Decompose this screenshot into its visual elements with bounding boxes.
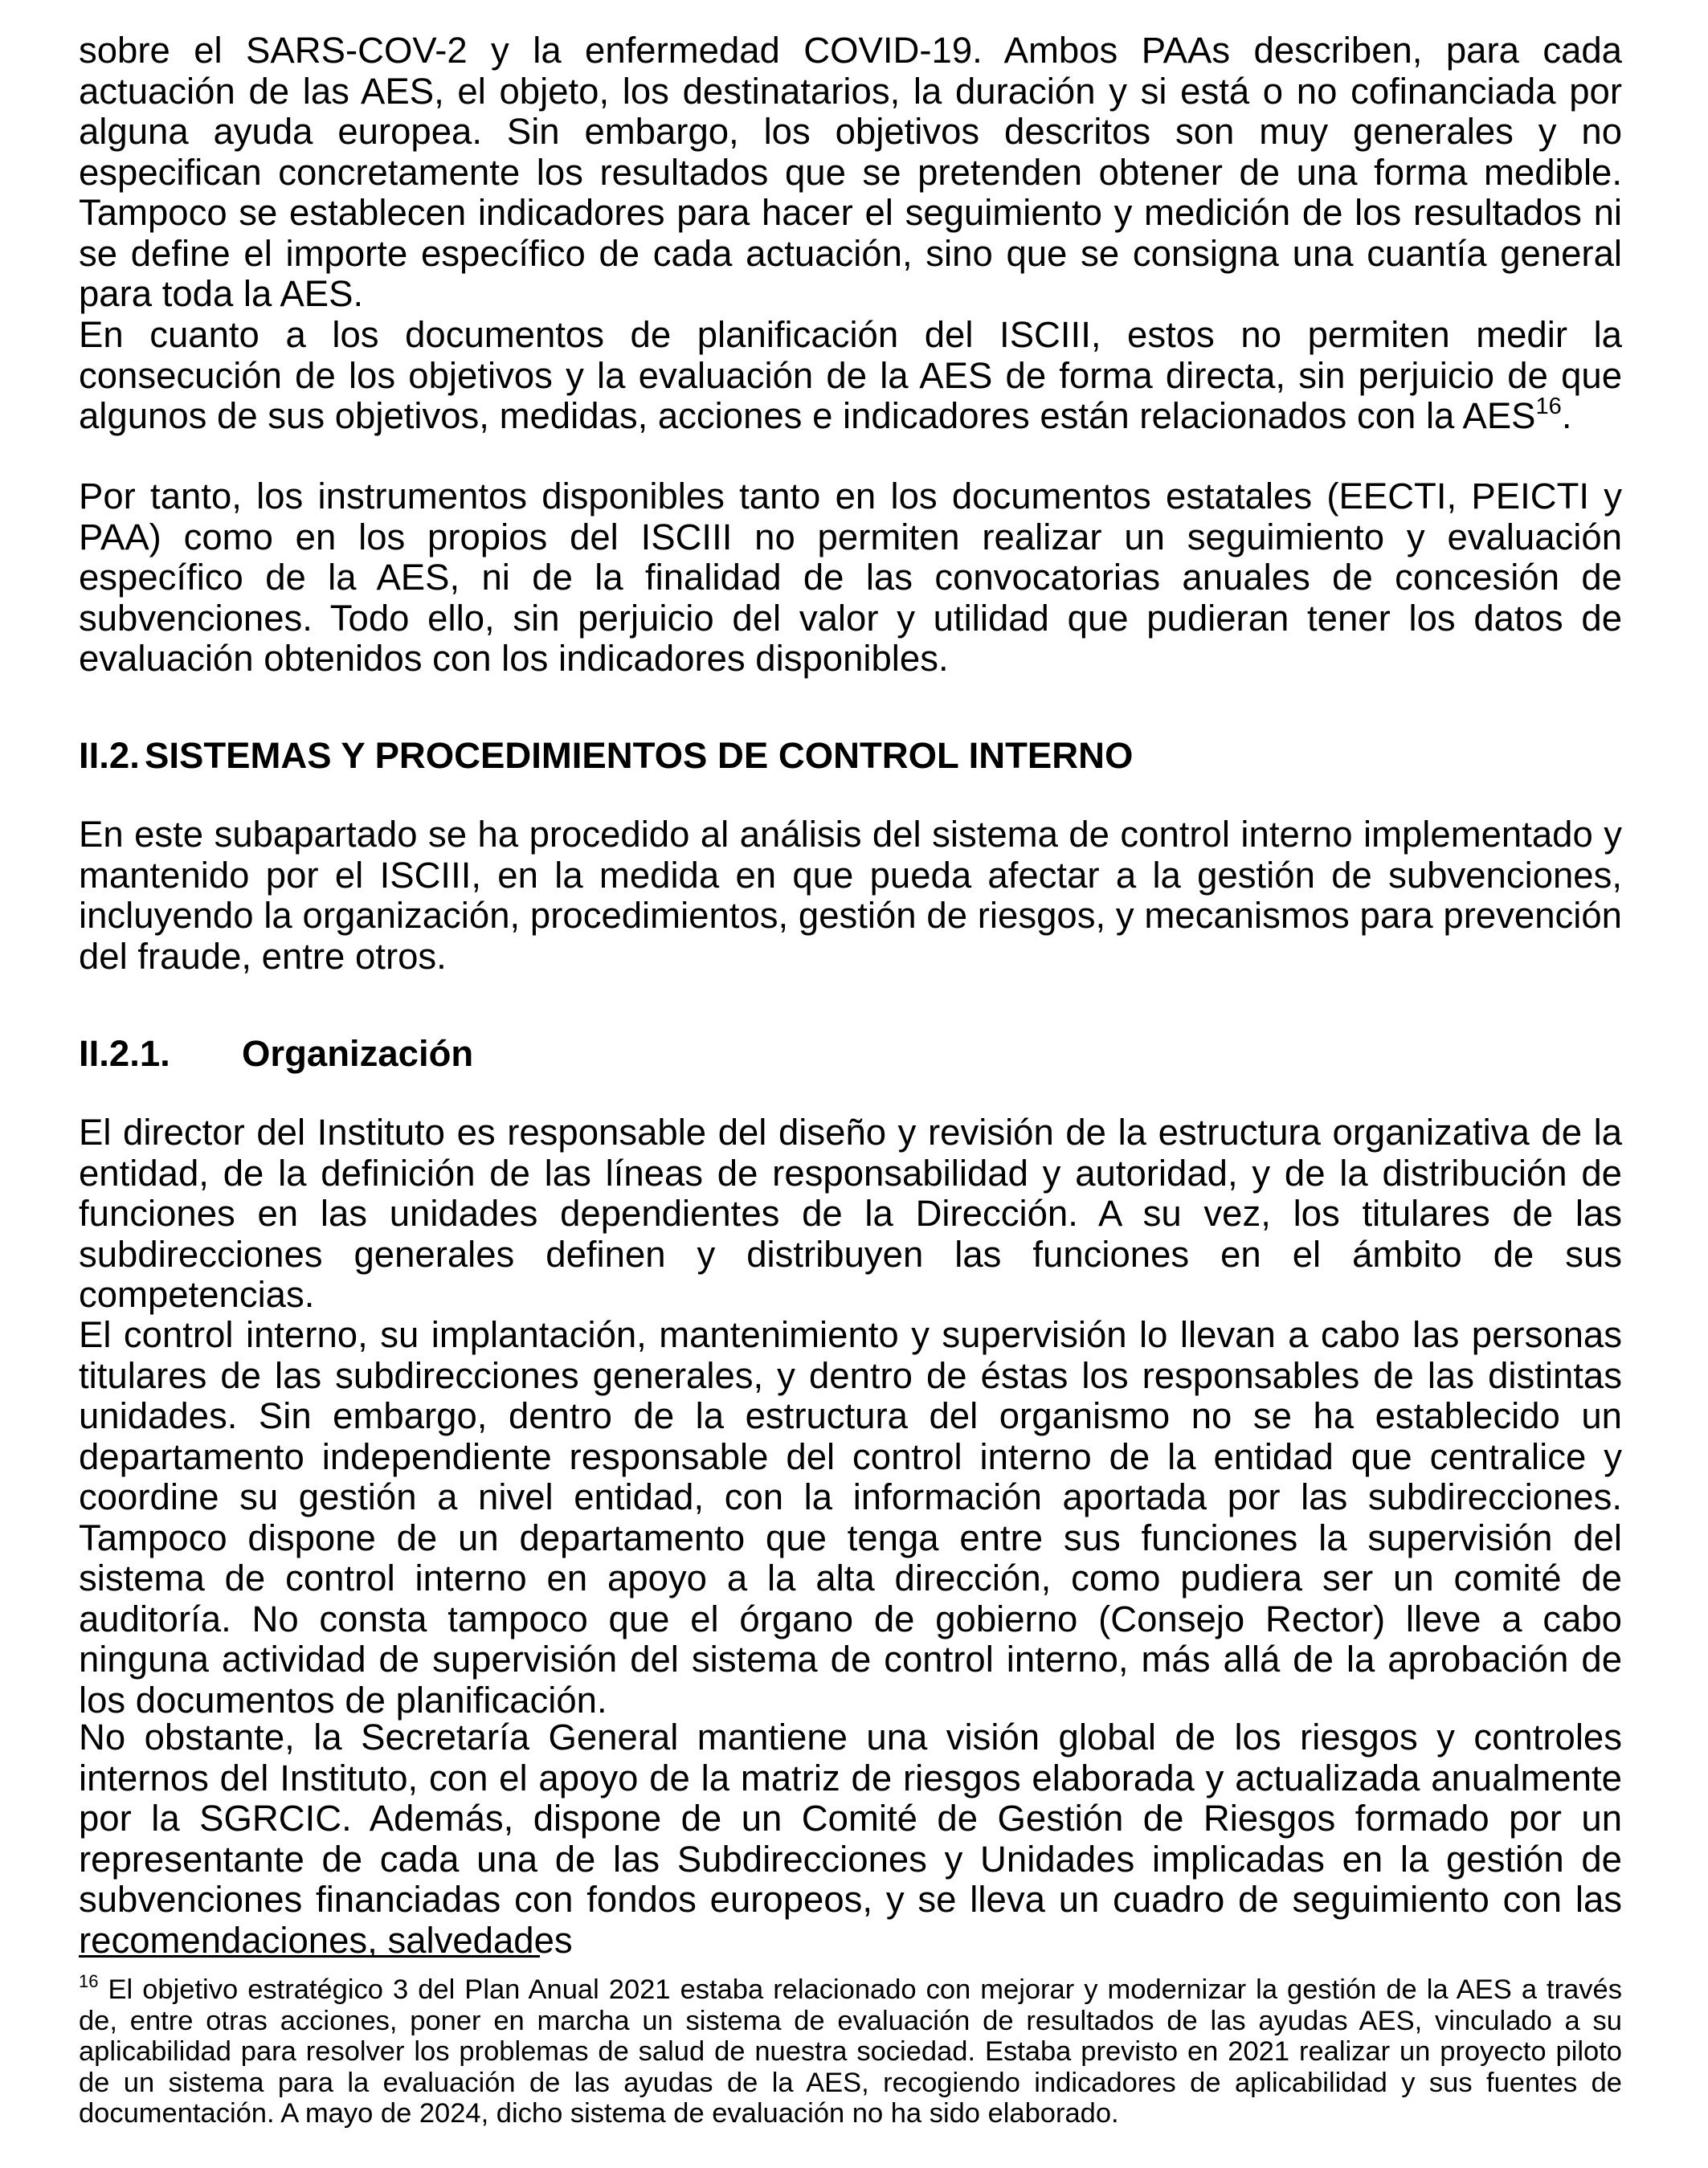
section-number: II.2. xyxy=(79,735,140,776)
paragraph-text: No obstante, la Secretaría General mantiene una visión global de los riesgos y controles internos del Instituto, con el apoyo de la matriz de riesgos elaborada y actualizada anualmente por la SGRCIC. Además, dispone de un Comité de Gestión de Riesgos formado por un representante de cada una de las Subdirecciones y Unidades implicadas en la gestión de subvenciones financiadas con fondos europeos, y se lleva un cuadro de seguimiento con las recomendaciones, salvedades xyxy=(79,1717,1622,1961)
paragraph-text: El control interno, su implantación, mantenimiento y supervisión lo llevan a cabo las personas titulares de las subdirecciones generales, y dentro de éstas los responsables de las distintas unidades. Sin embargo, dentro de la estructura del organismo no se ha establecido un departamento independiente responsable del control interno de la entidad que centralice y coordine su gestión a nivel entidad, con la información aportada por las subdirecciones. Tampoco dispone de un departamento que tenga entre sus funciones la supervisión del sistema de control interno en apoyo a la alta dirección, como pudiera ser un comité de auditoría. No consta tampoco que el órgano de gobierno (Consejo Rector) lleve a cabo ninguna actividad de supervisión del sistema de control interno, más allá de la aprobación de los documentos de planificación. xyxy=(79,1314,1622,1721)
paragraph-text: El director del Instituto es responsable del diseño y revisión de la estructura organizativa de la entidad, de la definición de las líneas de responsabilidad y autoridad, y de la distribución de funciones en las unidades dependientes de la Dirección. A su vez, los titulares de las subdirecciones generales definen y distribuyen las funciones en el ámbito de sus competencias. xyxy=(79,1112,1622,1315)
footnote-separator xyxy=(79,1955,540,1958)
footnote-reference[interactable]: 16 xyxy=(1535,393,1562,419)
section-title: SISTEMAS Y PROCEDIMIENTOS DE CONTROL INTERNO xyxy=(145,735,1134,776)
paragraph-section-intro xyxy=(79,815,1622,977)
paragraph-text: En cuanto a los documentos de planificación del ISCIII, estos no permiten medir la consecución de los objetivos y la evaluación de la AES de forma directa, sin perjuicio de que algunos de sus objetivos, medidas, acciones e indicadores están relacionados con la AES xyxy=(79,314,1622,436)
subsection-heading xyxy=(79,1033,474,1075)
footnote-16 xyxy=(79,1970,1622,2129)
section-heading xyxy=(79,735,1134,777)
footnote-number: 16 xyxy=(79,1970,99,1991)
paragraph-paa-objectives xyxy=(79,31,1622,315)
paragraph-director-responsibility xyxy=(79,1113,1622,1316)
paragraph-general-secretariat xyxy=(79,1717,1622,1961)
paragraph-internal-control xyxy=(79,1315,1622,1721)
paragraph-text-end: . xyxy=(1561,395,1572,436)
paragraph-text: En este subapartado se ha procedido al análisis del sistema de control interno implementado y mantenido por el ISCIII, en la medida en que pueda afectar a la gestión de subvenciones, incluyendo la organización, procedimientos, gestión de riesgos, y mecanismos para prevención del fraude, entre otros. xyxy=(79,814,1622,977)
paragraph-instruments-conclusion xyxy=(79,476,1622,680)
subsection-title: Organización xyxy=(242,1033,474,1074)
subsection-number: II.2.1. xyxy=(79,1033,170,1074)
paragraph-text: sobre el SARS-COV-2 y la enfermedad COVID-19. Ambos PAAs describen, para cada actuación de las AES, el objeto, los destinatarios, la duración y si está o no cofinanciada por alguna ayuda europea. Sin embargo, los objetivos descritos son muy generales y no especifican concretamente los resultados que se pretenden obtener de una forma medible. Tampoco se establecen indicadores para hacer el seguimiento y medición de los resultados ni se define el importe específico de cada actuación, sino que se consigna una cuantía general para toda la AES. xyxy=(79,30,1622,314)
paragraph-text: Por tanto, los instrumentos disponibles tanto en los documentos estatales (EECTI, PEICTI y PAA) como en los propios del ISCIII no permiten realizar un seguimiento y evaluación específico de la AES, ni de la finalidad de las convocatorias anuales de concesión de subvenciones. Todo ello, sin perjuicio del valor y utilidad que pudieran tener los datos de evaluación obtenidos con los indicadores disponibles. xyxy=(79,476,1622,679)
paragraph-iscIII-planning xyxy=(79,315,1622,437)
footnote-text: El objetivo estratégico 3 del Plan Anual 2021 estaba relacionado con mejorar y modernizar la gestión de la AES a través de, entre otras acciones, poner en marcha un sistema de evaluación de resultados de las ayudas AES, vinculado a su aplicabilidad para resolver los problemas de salud de nuestra sociedad. Estaba previsto en 2021 realizar un proyecto piloto de un sistema para la evaluación de las ayudas de la AES, recogiendo indicadores de aplicabilidad y sus fuentes de documentación. A mayo de 2024, dicho sistema de evaluación no ha sido elaborado. xyxy=(79,1974,1622,2129)
